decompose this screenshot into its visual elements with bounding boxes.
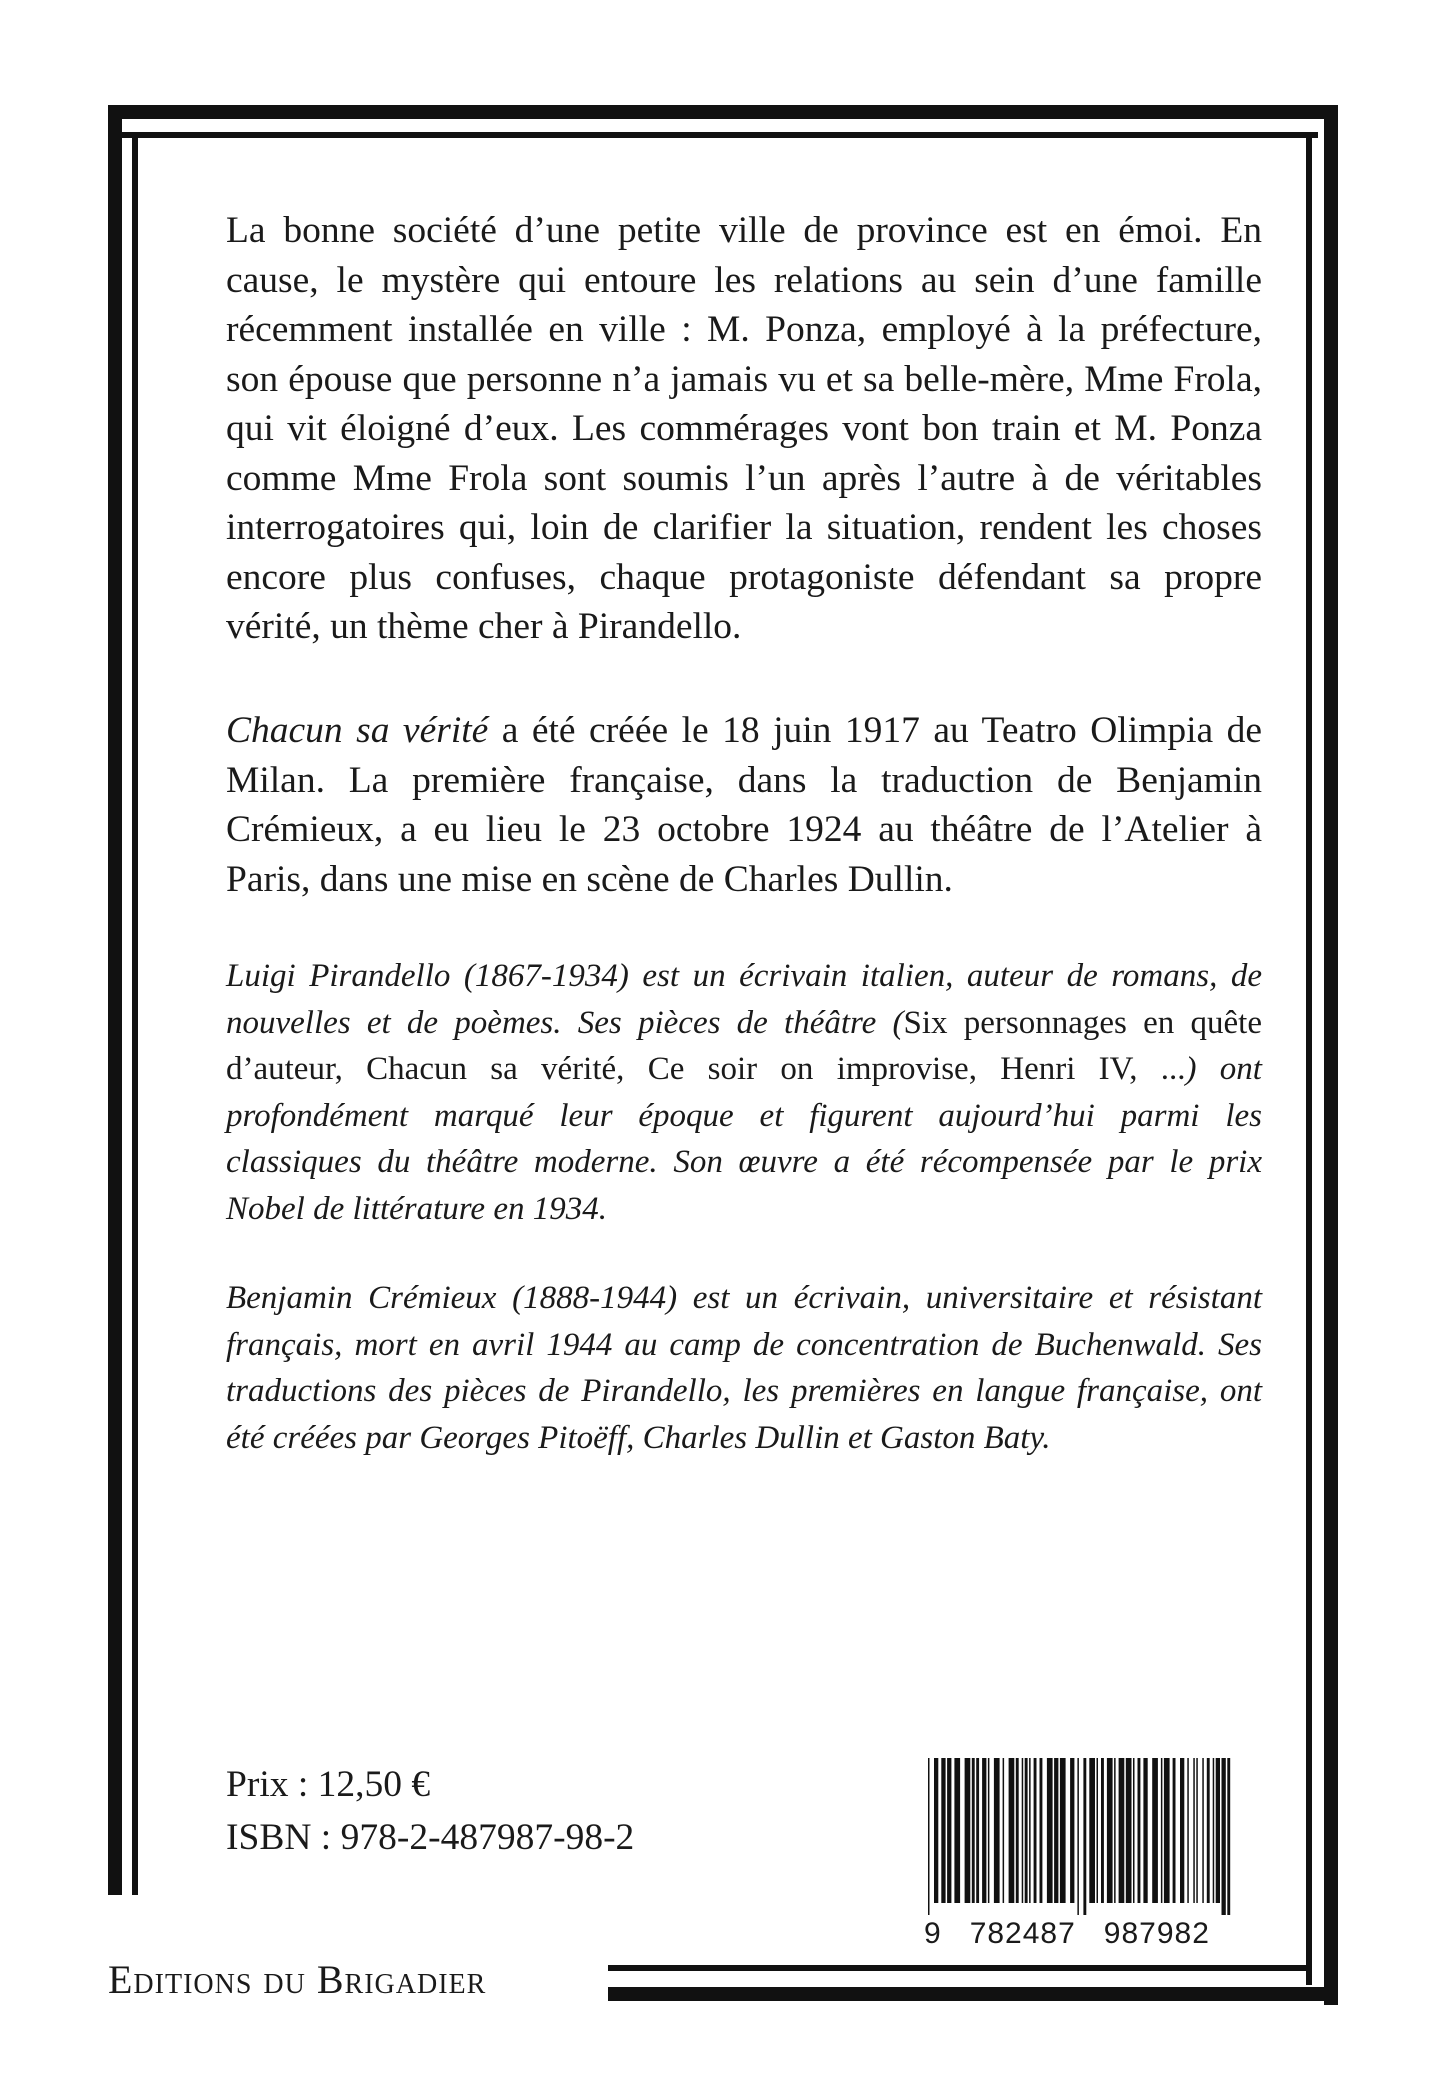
footer-rule-outer [608, 1987, 1338, 2001]
barcode-bar [972, 1758, 975, 1903]
barcode-bar [1114, 1758, 1116, 1903]
barcode-bar [1083, 1758, 1086, 1915]
barcode-bar [1138, 1758, 1141, 1903]
barcode-bar [1016, 1758, 1019, 1903]
barcode-bar [965, 1758, 971, 1903]
premiere-paragraph [226, 706, 1262, 904]
barcode-bar [954, 1758, 960, 1903]
barcode-bar [1216, 1758, 1220, 1903]
barcode-bar [941, 1758, 945, 1903]
barcode-bar [1089, 1758, 1095, 1903]
barcode-bar [1213, 1758, 1215, 1903]
barcode-bar [1173, 1758, 1176, 1903]
barcode-bar [1133, 1758, 1135, 1903]
author-works-list: Six personnages en quête d’auteur, Chacun sa vérité, Ce soir on improvise, Henri IV, ... [226, 1004, 1262, 1087]
barcode-bar [982, 1758, 986, 1903]
barcode-bar [1161, 1758, 1163, 1903]
barcode-bar [1227, 1758, 1230, 1915]
play-title: Chacun sa vérité [226, 710, 489, 751]
barcode-bar [1202, 1758, 1204, 1903]
barcode-bar [1101, 1758, 1104, 1903]
frame-top-rule-inner [108, 132, 1318, 138]
barcode-bar [1009, 1758, 1015, 1903]
barcode-bar [1060, 1758, 1066, 1903]
barcode-bar [1107, 1758, 1113, 1903]
barcode-bar [1143, 1758, 1147, 1903]
isbn-barcode [924, 1758, 1234, 1915]
footer-rule-inner [608, 1965, 1312, 1971]
author-bio [226, 953, 1262, 1232]
barcode-bar [1126, 1758, 1132, 1903]
barcode-bar [1029, 1758, 1031, 1903]
barcode-bar [1034, 1758, 1037, 1903]
barcode-bar [976, 1758, 979, 1903]
translator-bio: Benjamin Crémieux (1888-1944) est un écrivain, universitaire et résistant français, mort en avril 1944 au camp de concentration de Buchenwald. Ses traductions des pièces de Pirandello, les premières en langue française, ont été créées par Georges Pitoëff, Charles Dullin et Gaston Baty. [226, 1280, 1262, 1456]
barcode-bar [1047, 1758, 1053, 1903]
barcode-bar [1077, 1758, 1079, 1915]
premiere-text: a été créée le 18 juin 1917 au Teatro Olimpia de Milan. La première française, dans la traduction de Benjamin Crémieux, a eu lieu le 23 octobre 1924 au théâtre de l’Atelier à Paris, dans une mise en scène de Charles Dullin. [226, 710, 1262, 900]
barcode-bar [1022, 1758, 1024, 1903]
barcode-bar [1207, 1758, 1210, 1903]
barcode-bar [1193, 1758, 1195, 1903]
frame-right-rule-outer [1324, 105, 1338, 2005]
frame-left-rule-inner [132, 132, 138, 1895]
barcode-bar [934, 1758, 938, 1903]
barcode-bar [1187, 1758, 1189, 1903]
barcode-bar [1222, 1758, 1226, 1915]
isbn-label: ISBN : 978-2-487987-98-2 [226, 1817, 635, 1858]
barcode-bar [1025, 1758, 1028, 1903]
barcode-bar [1097, 1758, 1099, 1903]
barcode-bar [994, 1758, 1000, 1903]
barcode-digits: 9 782487 987982 [924, 1917, 1210, 1950]
barcode-bar [1040, 1758, 1043, 1903]
barcode-bars [924, 1758, 1234, 1915]
barcode-bar [947, 1758, 951, 1903]
barcode-bar [1180, 1758, 1184, 1903]
barcode-bar [1054, 1758, 1058, 1903]
barcode-bar [1119, 1758, 1125, 1903]
barcode-bar [1196, 1758, 1198, 1903]
author-bio-intro: Luigi Pirandello (1867-1934) est un écrivain italien, auteur de romans, de nouvelles et de poèmes. Ses pièces de théâtre ( [226, 958, 1262, 1041]
barcode-bar [988, 1758, 990, 1903]
barcode-bar [1152, 1758, 1158, 1903]
price-label: Prix : 12,50 € [226, 1764, 431, 1805]
barcode-bar [1164, 1758, 1170, 1903]
publisher-name: Editions du Brigadier [108, 1957, 487, 2002]
barcode-bar [1003, 1758, 1005, 1903]
barcode-bar [928, 1758, 930, 1915]
author-bio-outro: ) ont profondément marqué leur époque et figurent aujourd’hui parmi les classiques du théâtre moderne. Son œuvre a été récompensée par le prix Nobel de littérature en 1934. [226, 1051, 1262, 1227]
book-summary: La bonne société d’une petite ville de province est en émoi. En cause, le mystère qui entoure les relations au sein d’une famille récemment installée en ville : M. Ponza, employé à la préfecture, son épouse que personne n’a jamais vu et sa belle-mère, Mme Frola, qui vit éloigné d’eux. Les commérages vont bon train et M. Ponza comme Mme Frola sont soumis l’un après l’autre à de véritables interrogatoires qui, loin de clarifier la situation, rendent les choses encore plus confuses, chaque protagoniste défendant sa propre vérité, un thème cher à Pirandello. [226, 210, 1262, 647]
frame-top-rule-outer [108, 105, 1338, 119]
frame-left-rule-outer [108, 105, 122, 1895]
frame-right-rule-inner [1306, 132, 1312, 1985]
barcode-bar [1070, 1758, 1074, 1903]
